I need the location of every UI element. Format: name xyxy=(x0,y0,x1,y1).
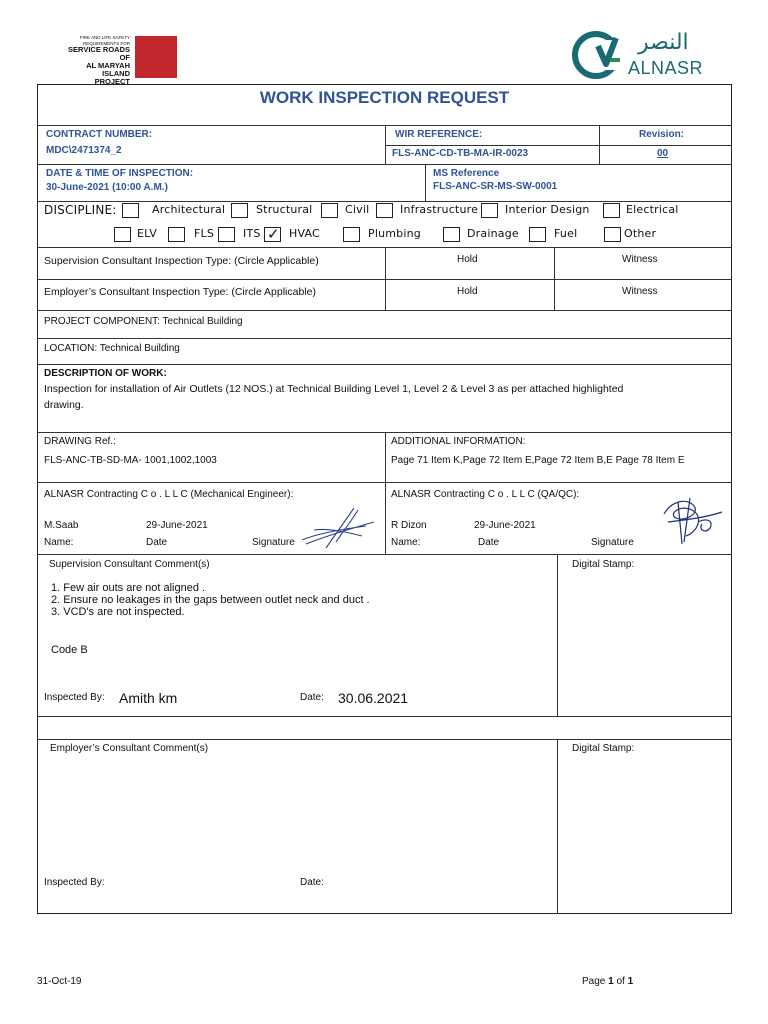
checkbox-its[interactable] xyxy=(218,227,235,242)
checkbox-hvac[interactable] xyxy=(264,227,281,242)
logo-line: REQUIREMENTS FOR xyxy=(82,40,130,46)
project-logo xyxy=(58,35,180,86)
description-label: DESCRIPTION OF WORK: xyxy=(44,368,167,379)
checkbox-interior-design[interactable] xyxy=(481,203,498,218)
supervision-hold[interactable]: Hold xyxy=(457,254,478,265)
discipline-its: ITS xyxy=(243,227,261,240)
qa-name: R Dizon xyxy=(391,520,427,531)
checkbox-elv[interactable] xyxy=(114,227,131,242)
ms-reference-label: MS Reference xyxy=(433,168,500,179)
checkbox-other[interactable] xyxy=(604,227,621,242)
comment-3: 3. VCD's are not inspected. xyxy=(51,606,185,618)
supervision-inspected-by-value: Amith km xyxy=(119,690,178,706)
employer-witness[interactable]: Witness xyxy=(622,286,658,297)
checkbox-fls[interactable] xyxy=(168,227,185,242)
alnasr-emblem-icon xyxy=(572,30,624,80)
logo-text: ALNASR xyxy=(628,58,704,78)
qa-name-label: Name: xyxy=(391,537,421,548)
inspection-date-label: DATE & TIME OF INSPECTION: xyxy=(46,168,194,179)
employer-comments-label: Employer’s Consultant Comment(s) xyxy=(50,743,209,754)
logo-line: AL MARYAH ISLAND xyxy=(86,61,130,78)
employer-hold[interactable]: Hold xyxy=(457,286,478,297)
checkbox-fuel[interactable] xyxy=(529,227,546,242)
checkbox-infrastructure[interactable] xyxy=(376,203,393,218)
employer-inspected-by-label: Inspected By: xyxy=(44,877,105,888)
qa-date: 29-June-2021 xyxy=(474,520,536,531)
supervision-stamp-label: Digital Stamp: xyxy=(572,559,635,570)
qa-signature-label: Signature xyxy=(591,537,634,548)
contract-number-value: MDC\2471374_2 xyxy=(46,145,122,156)
logo-line: FIRE AND LIFE SAFETY xyxy=(79,35,130,40)
drawing-ref-label: DRAWING Ref.: xyxy=(44,436,116,447)
drawing-ref-value: FLS-ANC-TB-SD-MA- 1001,1002,1003 xyxy=(44,455,217,466)
discipline-electrical: Electrical xyxy=(626,203,679,216)
description-line-2: drawing. xyxy=(44,399,84,411)
revision-value: 00 xyxy=(657,148,669,159)
discipline-civil: Civil xyxy=(345,203,370,216)
qa-label: ALNASR Contracting C o . L L C (QA/QC): xyxy=(391,489,580,500)
discipline-architectural: Architectural xyxy=(152,203,226,216)
comment-2: 2. Ensure no leakages in the gaps between outlet neck and duct . xyxy=(51,594,370,606)
logo-red-square xyxy=(135,36,177,78)
employer-stamp-label: Digital Stamp: xyxy=(572,743,635,754)
ms-reference-value: FLS-ANC-SR-MS-SW-0001 xyxy=(433,181,558,192)
discipline-fls: FLS xyxy=(194,227,215,240)
additional-info-value: Page 71 Item K,Page 72 Item E,Page 72 Item B,E Page 78 Item E xyxy=(391,455,685,466)
form-title: WORK INSPECTION REQUEST xyxy=(259,88,510,107)
supervision-witness[interactable]: Witness xyxy=(622,254,658,265)
location: LOCATION: Technical Building xyxy=(44,343,180,354)
mech-engineer-label: ALNASR Contracting C o . L L C (Mechanical Engineer): xyxy=(44,489,294,500)
mech-name: M.Saab xyxy=(44,520,79,531)
discipline-fuel: Fuel xyxy=(554,227,578,240)
comment-1: 1. Few air outs are not aligned . xyxy=(51,582,206,594)
wir-reference-label: WIR REFERENCE: xyxy=(395,129,483,140)
supervision-type-label: Supervision Consultant Inspection Type: (Circle Applicable) xyxy=(44,255,319,267)
checkbox-civil[interactable] xyxy=(321,203,338,218)
discipline-interior-design: Interior Design xyxy=(505,203,590,216)
checkbox-structural[interactable] xyxy=(231,203,248,218)
qa-signature-icon xyxy=(654,492,726,548)
checkbox-drainage[interactable] xyxy=(443,227,460,242)
mech-date: 29-June-2021 xyxy=(146,520,208,531)
check-mark-icon: ✓ xyxy=(267,225,280,243)
mech-signature-icon xyxy=(296,500,380,552)
project-component: PROJECT COMPONENT: Technical Building xyxy=(44,316,243,327)
supervision-inspected-by-label: Inspected By: xyxy=(44,692,105,703)
comment-code: Code B xyxy=(51,644,88,656)
footer-page: Page 1 of 1 xyxy=(582,976,634,987)
mech-name-label: Name: xyxy=(44,537,74,548)
revision-label: Revision: xyxy=(639,129,685,140)
discipline-elv: ELV xyxy=(137,227,157,240)
discipline-infrastructure: Infrastructure xyxy=(400,203,479,216)
logo-arabic: النصر xyxy=(638,30,689,55)
discipline-structural: Structural xyxy=(256,203,313,216)
mech-date-label: Date xyxy=(146,537,168,548)
discipline-label: DISCIPLINE: xyxy=(44,203,117,217)
additional-info-label: ADDITIONAL INFORMATION: xyxy=(391,436,526,447)
inspection-date-value: 30-June-2021 (10:00 A.M.) xyxy=(46,182,168,193)
wir-reference-value: FLS-ANC-CD-TB-MA-IR-0023 xyxy=(392,148,529,159)
description-line-1: Inspection for installation of Air Outlets (12 NOS.) at Technical Building Level 1, Level 2 & Level 3 as per attached highlighted xyxy=(44,383,624,395)
discipline-drainage: Drainage xyxy=(467,227,519,240)
discipline-other: Other xyxy=(624,227,657,240)
checkbox-architectural[interactable] xyxy=(122,203,139,218)
footer-date: 31-Oct-19 xyxy=(37,976,82,987)
logo-line: SERVICE ROADS OF xyxy=(68,45,130,62)
checkbox-plumbing[interactable] xyxy=(343,227,360,242)
discipline-plumbing: Plumbing xyxy=(368,227,421,240)
contract-number-label: CONTRACT NUMBER: xyxy=(46,129,153,140)
logo-line: PROJECT xyxy=(94,77,130,86)
supervision-date-label: Date: xyxy=(300,692,324,703)
employer-type-label: Employer’s Consultant Inspection Type: (Circle Applicable) xyxy=(44,286,316,298)
checkbox-electrical[interactable] xyxy=(603,203,620,218)
alnasr-logo xyxy=(572,30,722,80)
qa-date-label: Date xyxy=(478,537,500,548)
discipline-hvac: HVAC xyxy=(289,227,320,240)
mech-signature-label: Signature xyxy=(252,537,295,548)
supervision-date-value: 30.06.2021 xyxy=(338,690,409,706)
employer-date-label: Date: xyxy=(300,877,324,888)
supervision-comments-label: Supervision Consultant Comment(s) xyxy=(49,559,210,570)
